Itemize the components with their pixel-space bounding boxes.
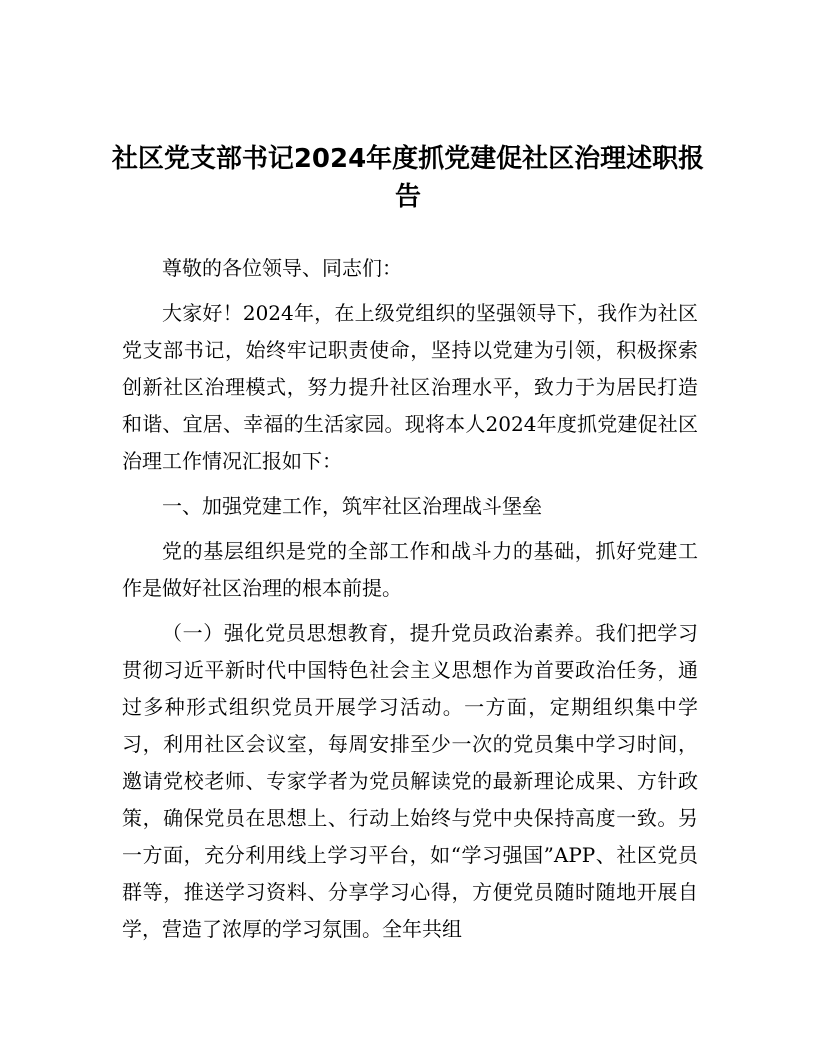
- intro-paragraph: 大家好！2024年，在上级党组织的坚强领导下，我作为社区党支部书记，始终牢记职责使命，坚持以党建为引领，积极探索创新社区治理模式，努力提升社区治理水平，致力于为居民打造和谐、宜居、幸福的生活家园。现将本人2024年度抓党建促社区治理工作情况汇报如下：: [122, 301, 698, 473]
- body-paragraph: 党的基层组织是党的全部工作和战斗力的基础，抓好党建工作是做好社区治理的根本前提。: [122, 539, 698, 600]
- subsection-paragraph: （一）强化党员思想教育，提升党员政治素养。我们把学习贯彻习近平新时代中国特色社会主义思想作为首要政治任务，通过多种形式组织党员开展学习活动。一方面，定期组织集中学习，利用社区会议室，每周安排至少一次的党员集中学习时间，邀请党校老师、专家学者为党员解读党的最新理论成果、方针政策，确保党员在思想上、行动上始终与党中央保持高度一致。另一方面，充分利用线上学习平台，如“学习强国”APP、社区党员群等，推送学习资料、分享学习心得，方便党员随时随地开展自学，营造了浓厚的学习氛围。全年共组: [122, 621, 698, 941]
- section-heading: 一、加强党建工作，筑牢社区治理战斗堡垒: [162, 494, 542, 518]
- document-body: [122, 250, 698, 948]
- salutation-paragraph: 尊敬的各位领导、同志们：: [162, 256, 402, 280]
- document-title: 社区党支部书记2024年度抓党建促社区治理述职报告: [111, 144, 705, 212]
